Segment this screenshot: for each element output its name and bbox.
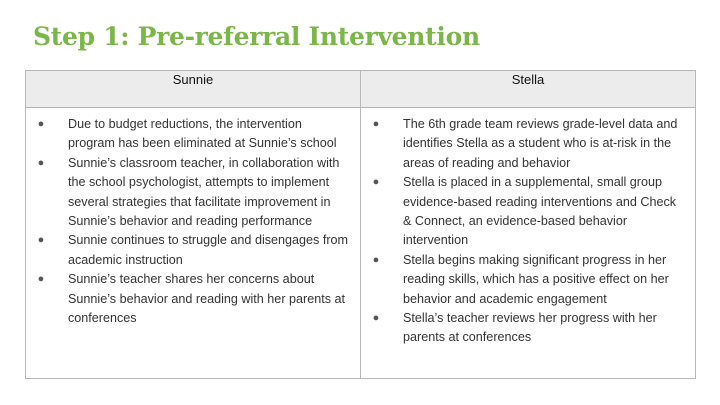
list-item-text: Due to budget reductions, the intervention program has been eliminated at Sunnie’s school <box>68 117 337 151</box>
bullet-icon: ● <box>372 176 380 189</box>
table-header-row <box>26 71 696 108</box>
list-item-text: Sunnie’s teacher shares her concerns about Sunnie’s behavior and reading with her parents at conferences <box>68 272 346 326</box>
list-item <box>34 231 350 270</box>
list-item-text: Sunnie continues to struggle and disengages from academic instruction <box>68 233 349 267</box>
bullet-icon: ● <box>372 253 380 266</box>
list-item <box>34 270 350 328</box>
column-header-stella: Stella <box>361 71 696 108</box>
stella-bullet-list <box>361 108 695 360</box>
list-item <box>369 251 685 309</box>
list-item <box>34 154 350 232</box>
list-item <box>34 115 350 154</box>
list-item-text: Stella’s teacher reviews her progress with her parents at conferences <box>403 311 657 345</box>
list-item-text: Stella begins making significant progress in her reading skills, which has a positive effect on her behavior and academic engagement <box>403 252 669 306</box>
bullet-icon: ● <box>372 312 380 325</box>
sunnie-bullet-list <box>26 108 360 340</box>
comparison-table <box>25 70 696 379</box>
list-item <box>369 173 685 251</box>
stella-cell <box>361 108 696 379</box>
list-item-text: Stella is placed in a supplemental, small group evidence-based reading interventions and Check & Connect, an evidence-based behavior intervention <box>403 175 677 248</box>
list-item <box>369 115 685 173</box>
bullet-icon: ● <box>37 234 45 247</box>
list-item-text: Sunnie’s classroom teacher, in collaboration with the school psychologist, attempts to implement several strategies that facilitate improvement in Sunnie’s behavior and reading performance <box>68 155 340 229</box>
bullet-icon: ● <box>37 156 45 169</box>
bullet-icon: ● <box>37 273 45 286</box>
page-title: Step 1: Pre-referral Intervention <box>33 22 480 51</box>
list-item-text: The 6th grade team reviews grade-level data and identifies Stella as a student who is at-risk in the areas of reading and behavior <box>403 117 678 170</box>
column-header-sunnie: Sunnie <box>26 71 361 108</box>
bullet-icon: ● <box>37 118 45 130</box>
table-row <box>26 108 696 379</box>
sunnie-cell <box>26 108 361 379</box>
list-item <box>369 309 685 348</box>
bullet-icon: ● <box>372 118 380 130</box>
